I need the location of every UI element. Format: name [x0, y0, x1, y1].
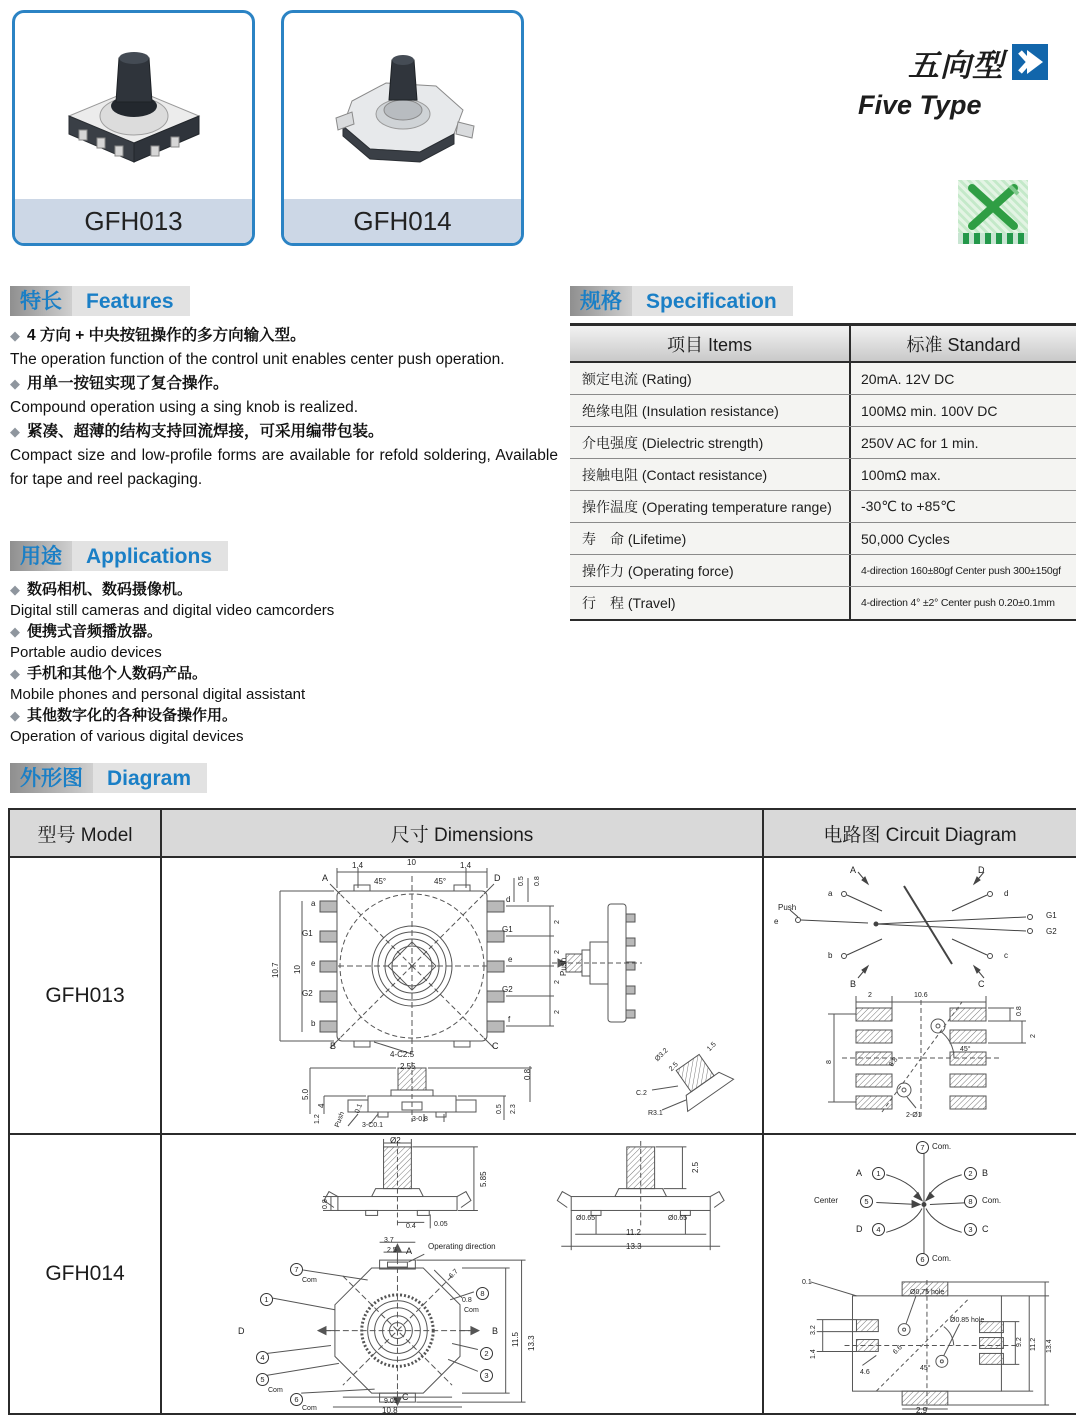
dimension-label: Ø2 [390, 1136, 401, 1145]
dimension-label: e [774, 917, 779, 926]
circuit-cell-gfh014 [764, 1135, 1076, 1413]
dimension-label: c [1004, 951, 1008, 960]
specification-section-header [570, 286, 793, 316]
dimension-label: Ø3.2 [654, 1047, 670, 1063]
table-row [570, 363, 1076, 395]
dimension-label: G2 [302, 989, 313, 998]
dimension-label: 11.2 [1030, 1337, 1037, 1351]
diagram-header-cn: 外形图 [10, 763, 93, 793]
dimension-label: 1.4 [460, 861, 472, 870]
dimension-label: 0.8 [534, 876, 541, 886]
spec-value: 4-direction 160±80gf Center push 300±150gf [861, 564, 1061, 577]
terminal-number-label: 1 [260, 1293, 273, 1306]
dimension-label: Com [268, 1387, 283, 1394]
spec-value: 20mA. 12V DC [861, 370, 955, 387]
product-image-gfh014 [284, 13, 521, 199]
dimension-label: 4.6 [860, 1369, 870, 1376]
dimension-label: e [508, 955, 513, 964]
dimension-label: 3.7 [384, 1237, 394, 1244]
dimension-label: R3.1 [648, 1110, 663, 1117]
table-row [570, 427, 1076, 459]
product-caption [15, 199, 252, 243]
dimension-label: 0.4 [406, 1223, 416, 1230]
spec-col-items: 项目 Items [570, 326, 851, 361]
model-cell-gfh013: GFH013 [10, 858, 162, 1135]
diagram-section-header [10, 763, 207, 793]
dimension-label: 11.5 [511, 1332, 520, 1347]
dimension-label: 6.8 [888, 1056, 900, 1069]
terminal-number-label: 4 [872, 1223, 885, 1236]
terminal-number-label: 6 [916, 1253, 929, 1266]
terminal-number-label: 5 [860, 1195, 873, 1208]
dimension-label: 11.2 [626, 1228, 641, 1237]
features-list [10, 324, 558, 492]
spec-value: 50,000 Cycles [861, 530, 950, 547]
dimension-label: 6.7 [448, 1268, 460, 1280]
spec-value: -30℃ to +85℃ [861, 498, 956, 514]
terminal-number-label: 3 [964, 1223, 977, 1236]
diamond-bullet-icon: ◆ [10, 424, 20, 439]
switch-illustration-gfh013 [39, 26, 229, 186]
feature-item-en: Compact size and low-profile forms are available for refold soldering, Available for tape and reel packaging. [10, 447, 558, 488]
dimension-label: G1 [302, 929, 313, 938]
dimension-label: 6.6 [892, 1344, 904, 1356]
dimension-label: 2 [868, 992, 872, 999]
gfh013-dimensions-drawing [162, 858, 762, 1133]
dimension-label: 2 [1030, 1034, 1037, 1038]
spec-item: 寿 命 (Lifetime) [570, 523, 851, 554]
dimension-label: 1.2 [314, 1114, 321, 1124]
terminal-number-label: 4 [256, 1351, 269, 1364]
dimension-label: 4 [317, 1103, 326, 1108]
spec-item: 接触电阻 (Contact resistance) [570, 459, 851, 490]
spec-item: 介电强度 (Dielectric strength) [570, 427, 851, 458]
dimension-label: 45° [920, 1365, 931, 1372]
diamond-bullet-icon: ◆ [10, 582, 20, 597]
spec-value: 250V AC for 1 min. [861, 434, 979, 451]
spec-value: 100MΩ min. 100V DC [861, 402, 998, 419]
dimension-label: G2 [1046, 927, 1057, 936]
spec-item: 额定电流 (Rating) [570, 363, 851, 394]
feature-item-cn: ◆ 用单一按钮实现了复合操作。 [10, 375, 229, 392]
dimension-label: 9.2 [1016, 1337, 1023, 1347]
dimension-label: D [856, 1224, 863, 1234]
feature-item-cn: ◆ 紧凑、超薄的结构支持回流焊接，可采用编带包装。 [10, 423, 384, 440]
dimension-label: 45° [374, 877, 387, 886]
table-row [570, 555, 1076, 587]
dimension-label: B [330, 1041, 337, 1051]
dimension-label: a [828, 889, 833, 898]
dimension-label: Push [778, 903, 797, 912]
application-item-cn: ◆ 便携式音频播放器。 [10, 623, 163, 640]
dimension-label: D [238, 1326, 245, 1336]
dimension-label: 0.8 [523, 1068, 532, 1080]
applications-list [10, 579, 558, 747]
dimension-label: A [856, 1168, 863, 1178]
dimension-label: Center [814, 1196, 839, 1205]
dimension-label: 5.0 [301, 1088, 310, 1100]
dimension-label: 2.5 [691, 1161, 700, 1173]
dimension-label: G1 [502, 925, 513, 934]
application-item-en: Digital still cameras and digital video camcorders [10, 602, 335, 619]
dimension-label: 2.55 [400, 1062, 416, 1071]
dimension-label: 2 [554, 1010, 561, 1014]
dimension-label: f [508, 1015, 511, 1024]
dimension-label: Com [302, 1405, 317, 1412]
dimension-label: 0.8 [462, 1297, 472, 1304]
dimension-label: Ø0.65 [576, 1215, 596, 1222]
dimension-label: D [978, 865, 985, 875]
spec-item: 操作温度 (Operating temperature range) [570, 491, 851, 522]
terminal-number-label: 8 [476, 1287, 489, 1300]
dimension-label: D [494, 873, 501, 883]
dimension-label: G1 [1046, 911, 1057, 920]
dimension-label: G2 [502, 985, 513, 994]
dimension-label: C [978, 979, 985, 989]
gfh014-dimensions-drawing [162, 1135, 762, 1413]
dimension-label: B [850, 979, 857, 989]
dimension-label: 2.3 [510, 1104, 517, 1114]
application-item-en: Operation of various digital devices [10, 728, 244, 745]
terminal-number-label: 7 [916, 1141, 929, 1154]
diamond-bullet-icon: ◆ [10, 328, 20, 343]
dimension-label: C [982, 1224, 989, 1234]
product-caption [284, 199, 521, 243]
dimension-label: 4-C2.5 [390, 1050, 415, 1059]
dimension-label: Push [334, 1110, 347, 1129]
dimension-label: 0.05 [434, 1221, 448, 1228]
table-row [570, 459, 1076, 491]
dimension-label: C [492, 1041, 499, 1051]
terminal-number-label: 5 [256, 1373, 269, 1386]
model-label: GFH014 [353, 205, 452, 236]
dimension-label: 0.8 [1016, 1006, 1023, 1016]
dimension-label: 1.5 [706, 1041, 718, 1053]
product-card-gfh013 [12, 10, 255, 246]
dimension-label: C.2 [636, 1090, 647, 1097]
diagram-col-circuit: 电路图 Circuit Diagram [764, 810, 1076, 858]
specification-header-cn: 规格 [570, 286, 632, 316]
dimension-label: Ø0.65 [668, 1215, 688, 1222]
dimension-label: 3-C0.1 [362, 1122, 384, 1129]
diagram-col-model: 型号 Model [10, 810, 162, 858]
spec-value: 4-direction 4° ±2° Center push 0.20±0.1mm [861, 597, 1055, 609]
table-row [570, 491, 1076, 523]
circuit-cell-gfh013 [764, 858, 1076, 1135]
dimensions-cell-gfh013 [162, 858, 764, 1135]
dimension-label: 13.4 [1046, 1339, 1053, 1353]
dimension-label: a [311, 899, 316, 908]
dimension-label: d [1004, 889, 1009, 898]
dimension-label: C [402, 1392, 409, 1402]
dimension-label: 2.5 [387, 1247, 397, 1254]
dimension-label: 2.9 [916, 1406, 928, 1415]
terminal-number-label: 6 [290, 1393, 303, 1406]
feature-item-en: The operation function of the control unit enables center push operation. [10, 351, 505, 368]
table-row [570, 523, 1076, 555]
specification-table [570, 323, 1076, 621]
dimension-label: 10.6 [914, 992, 928, 999]
feature-item-cn: ◆ 4 方向 + 中央按钮操作的多方向输入型。 [10, 327, 306, 344]
applications-header-cn: 用途 [10, 541, 72, 571]
diagram-col-dimensions: 尺寸 Dimensions [162, 810, 764, 858]
dimension-label: 2 [554, 980, 561, 984]
dimension-label: d [506, 895, 511, 904]
diagram-header-en: Diagram [93, 763, 207, 793]
dimension-label: 0.8 [322, 1199, 329, 1209]
dimension-label: Operating direction [428, 1242, 496, 1251]
dimension-label: Ø0.85 hole [950, 1317, 985, 1324]
dimension-label: 2-Ø1 [906, 1112, 922, 1119]
dimension-label: 3.2 [810, 1325, 817, 1335]
dimension-label: 5.85 [479, 1171, 488, 1187]
double-chevron-right-icon [1012, 44, 1048, 80]
spec-header-row [570, 326, 1076, 363]
terminal-number-label: 3 [480, 1369, 493, 1382]
diamond-bullet-icon: ◆ [10, 666, 20, 681]
diamond-bullet-icon: ◆ [10, 624, 20, 639]
dimension-label: e [311, 959, 316, 968]
features-header-en: Features [72, 286, 190, 316]
dimension-label: Com. [982, 1196, 1002, 1205]
dimension-label: A [850, 865, 857, 875]
application-item-cn: ◆ 手机和其他个人数码产品。 [10, 665, 208, 682]
dimension-label: Com [302, 1277, 317, 1284]
feature-item-en: Compound operation using a sing knob is realized. [10, 399, 359, 416]
type-title-cn: 五向型 [908, 48, 1004, 83]
product-image-gfh013 [15, 13, 252, 199]
gfh014-circuit-drawing [764, 1135, 1076, 1413]
dimension-label: 2 [554, 920, 561, 924]
dimension-label: 0.5 [496, 1104, 503, 1114]
dimension-label: Com. [932, 1254, 952, 1263]
logo-text-strip [958, 233, 1028, 244]
dimension-label: 3-0.8 [412, 1116, 428, 1123]
dimension-label: Com. [932, 1142, 952, 1151]
dimension-label: b [828, 951, 833, 960]
dimension-label: B [492, 1326, 499, 1336]
spec-item: 绝缘电阻 (Insulation resistance) [570, 395, 851, 426]
dimension-label: b [311, 1019, 316, 1028]
dimension-label: 10 [293, 965, 302, 974]
dimension-label: 2.5 [668, 1061, 680, 1073]
diamond-bullet-icon: ◆ [10, 376, 20, 391]
terminal-number-label: 2 [480, 1347, 493, 1360]
dimension-label: 9.05 [384, 1398, 398, 1405]
model-cell-gfh014: GFH014 [10, 1135, 162, 1413]
dimension-label: 45° [960, 1046, 971, 1053]
dimension-label: Com [464, 1307, 479, 1314]
spec-item: 行 程 (Travel) [570, 587, 851, 619]
application-item-cn: ◆ 其他数字化的各种设备操作用。 [10, 707, 238, 724]
application-item-en: Mobile phones and personal digital assistant [10, 686, 306, 703]
dimension-label: 10.8 [382, 1406, 398, 1415]
dimension-label: 10 [407, 858, 416, 867]
dimension-label: 13.3 [626, 1242, 642, 1251]
dimension-label: 13.3 [527, 1335, 536, 1351]
dimension-label: A [322, 873, 329, 883]
features-section-header [10, 286, 190, 316]
application-item-cn: ◆ 数码相机、数码摄像机。 [10, 581, 193, 598]
diamond-bullet-icon: ◆ [10, 708, 20, 723]
dimension-label: 10.7 [271, 962, 280, 978]
features-header-cn: 特长 [10, 286, 72, 316]
dimension-label: Push [559, 957, 568, 976]
dimension-label: 1.4 [352, 861, 364, 870]
applications-header-en: Applications [72, 541, 228, 571]
dimension-label: 0.1 [354, 1102, 364, 1115]
dimension-label: A [406, 1246, 413, 1256]
type-title-en: Five Type [858, 90, 982, 120]
spec-value: 100mΩ max. [861, 466, 941, 483]
specification-header-en: Specification [632, 286, 793, 316]
green-certification-logo [958, 180, 1028, 244]
dimension-label: B [982, 1168, 989, 1178]
dimension-label: 0.1 [802, 1279, 812, 1286]
dimension-label: Ø0.75 hole [910, 1289, 945, 1296]
dimension-label: 1.4 [810, 1349, 817, 1359]
model-label: GFH013 [84, 205, 183, 236]
dimension-label: 2 [554, 950, 561, 954]
spec-col-standard: 标准 Standard [906, 334, 1021, 355]
terminal-number-label: 7 [290, 1263, 303, 1276]
application-item-en: Portable audio devices [10, 644, 162, 661]
switch-illustration-gfh014 [308, 26, 498, 186]
product-card-gfh014 [281, 10, 524, 246]
spec-item: 操作力 (Operating force) [570, 555, 851, 586]
gfh013-circuit-drawing [764, 858, 1076, 1133]
dimension-label: 45° [434, 877, 447, 886]
dimension-label: 8 [826, 1060, 833, 1064]
diagram-table [8, 808, 1076, 1415]
dimension-label: 0.5 [518, 876, 525, 886]
dimensions-cell-gfh014 [162, 1135, 764, 1413]
terminal-number-label: 1 [872, 1167, 885, 1180]
terminal-number-label: 8 [964, 1195, 977, 1208]
terminal-number-label: 2 [964, 1167, 977, 1180]
table-row [570, 395, 1076, 427]
table-row [570, 587, 1076, 619]
applications-section-header [10, 541, 228, 571]
